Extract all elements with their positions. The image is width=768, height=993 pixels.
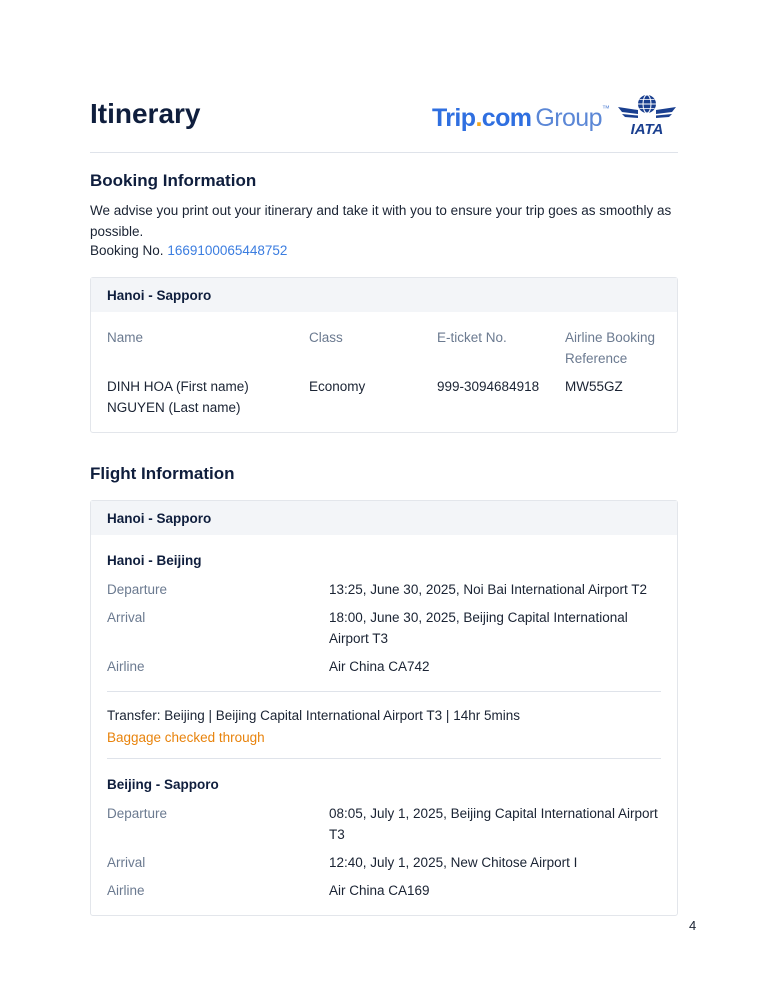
baggage-status: Baggage checked through [107,730,265,745]
svg-text:IATA: IATA [630,121,664,136]
departure-label: Departure [107,582,168,597]
departure-label: Departure [107,806,168,821]
flight-heading: Flight Information [90,464,235,483]
column-class: Class [309,330,343,345]
departure-value: 13:25, June 30, 2025, Noi Bai International Airport T2 [329,582,647,597]
booking-card [90,277,678,433]
segment-title: Hanoi - Beijing [107,553,202,568]
passenger-name: DINH HOA (First name) NGUYEN (Last name) [107,379,249,415]
flight-card [90,500,678,916]
flight-card-route: Hanoi - Sapporo [91,501,677,535]
passenger-class: Economy [309,379,366,394]
header-divider [90,152,678,153]
page-title: Itinerary [90,98,201,129]
page-number: 4 [689,918,697,933]
page-header [90,86,678,152]
column-name: Name [107,330,144,345]
tripcom-group-logo: Trip.com Group™ [432,104,610,132]
airline-label: Airline [107,883,145,898]
column-airline-reference: Airline Booking Reference [565,330,656,366]
segment-title: Beijing - Sapporo [107,777,219,792]
airline-value: Air China CA169 [329,883,430,898]
booking-number-value[interactable]: 1669100065448752 [167,243,288,258]
booking-card-route: Hanoi - Sapporo [91,278,677,312]
airline-label: Airline [107,659,145,674]
transfer-info: Transfer: Beijing | Beijing Capital International Airport T3 | 14hr 5mins [107,708,520,723]
departure-value: 08:05, July 1, 2025, Beijing Capital International Airport T3 [329,806,658,842]
arrival-value: 12:40, July 1, 2025, New Chitose Airport I [329,855,578,870]
arrival-value: 18:00, June 30, 2025, Beijing Capital International Airport T3 [329,610,628,646]
passenger-reference: MW55GZ [565,379,623,394]
transfer-divider-bottom [107,758,661,759]
iata-logo [616,94,678,136]
booking-advice: We advise you print out your itinerary and take it with you to ensure your trip goes as smoothly as possible. [90,203,672,239]
arrival-label: Arrival [107,610,146,625]
airline-value: Air China CA742 [329,659,430,674]
column-eticket: E-ticket No. [437,330,507,345]
passenger-eticket: 999-3094684918 [437,379,540,394]
booking-heading: Booking Information [90,171,257,190]
arrival-label: Arrival [107,855,146,870]
transfer-divider-top [107,691,661,692]
booking-number: Booking No. 1669100065448752 [90,243,288,258]
